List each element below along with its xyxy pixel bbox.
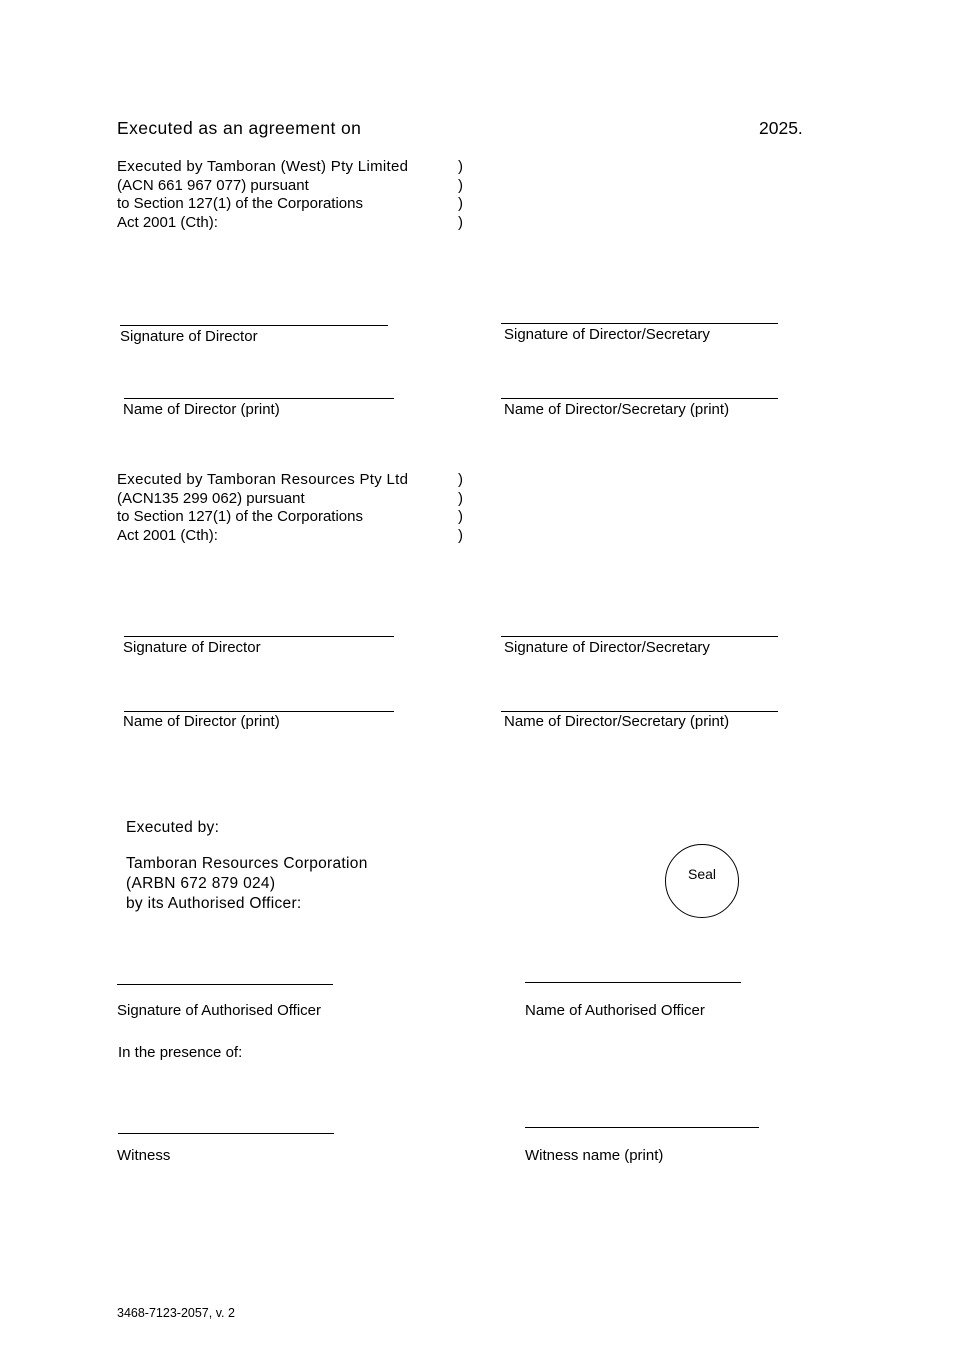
party1-director-name-line[interactable] [124, 398, 394, 399]
party3-line: (ARBN 672 879 024) [126, 875, 276, 892]
officer-name-line[interactable] [525, 982, 741, 983]
agreement-year: 2025. [759, 118, 803, 138]
party2-line: to Section 127(1) of the Corporations [117, 508, 363, 525]
party1-brackets [458, 158, 463, 232]
party1-director-signature-label: Signature of Director [120, 328, 258, 345]
party2-secretary-signature-line[interactable] [501, 636, 778, 637]
party2-director-signature-line[interactable] [124, 636, 394, 637]
bracket: ) [458, 195, 463, 212]
bracket: ) [458, 158, 463, 175]
party2-line: Executed by Tamboran Resources Pty Ltd [117, 471, 409, 488]
bracket: ) [458, 489, 463, 507]
officer-name-label: Name of Authorised Officer [525, 1002, 705, 1019]
seal-label: Seal [687, 866, 717, 882]
party1-line: Act 2001 (Cth): [117, 213, 218, 231]
witness-name-line[interactable] [525, 1127, 759, 1128]
party1-line: Executed by Tamboran (West) Pty Limited [117, 158, 409, 175]
party3-line: Tamboran Resources Corporation [126, 855, 368, 872]
party1-director-name-label: Name of Director (print) [123, 401, 280, 418]
agreement-date-label: Executed as an agreement on [117, 118, 362, 138]
officer-signature-label: Signature of Authorised Officer [117, 1002, 322, 1019]
witness-label: Witness [117, 1147, 171, 1164]
bracket: ) [458, 471, 463, 488]
party2-line: Act 2001 (Cth): [117, 526, 218, 544]
party2-secretary-signature-label: Signature of Director/Secretary [504, 639, 710, 656]
party1-director-signature-line[interactable] [120, 325, 388, 326]
party2-secretary-name-line[interactable] [501, 711, 778, 712]
presence-label: In the presence of: [118, 1044, 243, 1061]
party1-secretary-signature-line[interactable] [501, 323, 778, 324]
company-seal [665, 844, 739, 918]
witness-signature-line[interactable] [118, 1133, 334, 1134]
party1-secretary-name-label: Name of Director/Secretary (print) [504, 401, 730, 418]
party2-brackets [458, 471, 463, 545]
party3-line: by its Authorised Officer: [126, 895, 302, 912]
party2-director-name-line[interactable] [124, 711, 394, 712]
party1-line: to Section 127(1) of the Corporations [117, 195, 363, 212]
party3-executed-by: Executed by: [126, 819, 220, 836]
party2-director-name-label: Name of Director (print) [123, 713, 280, 730]
witness-name-label: Witness name (print) [525, 1147, 664, 1164]
bracket: ) [458, 508, 463, 525]
party1-secretary-signature-label: Signature of Director/Secretary [504, 326, 710, 343]
party1-execution-clause [117, 158, 408, 232]
officer-signature-line[interactable] [117, 984, 333, 985]
bracket: ) [458, 176, 463, 194]
party2-secretary-name-label: Name of Director/Secretary (print) [504, 713, 730, 730]
party2-line: (ACN135 299 062) pursuant [117, 489, 305, 507]
party2-director-signature-label: Signature of Director [123, 639, 261, 656]
party1-line: (ACN 661 967 077) pursuant [117, 176, 309, 194]
document-reference: 3468-7123-2057, v. 2 [117, 1306, 235, 1320]
bracket: ) [458, 526, 463, 544]
bracket: ) [458, 213, 463, 231]
party2-execution-clause [117, 471, 408, 545]
party1-secretary-name-line[interactable] [501, 398, 778, 399]
